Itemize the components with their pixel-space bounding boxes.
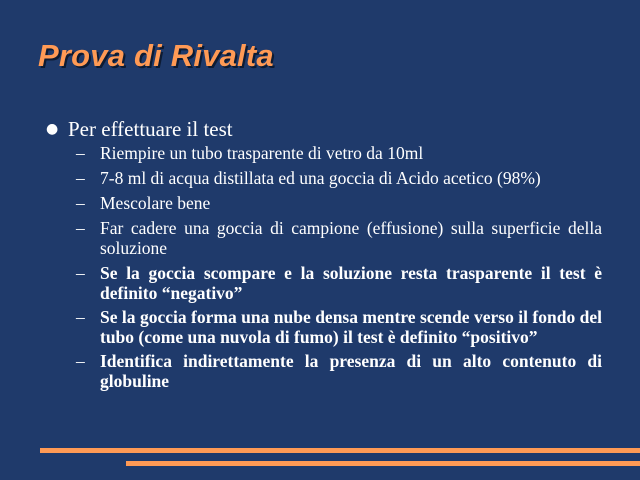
decorative-stripe-upper xyxy=(40,448,640,453)
sub-bullet-text: Se la goccia scompare e la soluzione resta trasparente il test è definito “negativo” xyxy=(100,263,602,303)
dash-icon: – xyxy=(76,307,85,327)
dash-icon: – xyxy=(76,351,85,371)
dash-icon: – xyxy=(76,263,85,283)
dash-icon: – xyxy=(76,218,85,238)
sub-bullet-text: Far cadere una goccia di campione (effusione) sulla superficie della soluzione xyxy=(100,218,602,258)
decorative-stripe-lower xyxy=(126,461,640,466)
sub-bullet-text: Riempire un tubo trasparente di vetro da 10ml xyxy=(100,143,424,163)
dash-icon: – xyxy=(76,143,85,163)
sub-bullet-item-emphasis xyxy=(76,307,602,347)
sub-bullet-item-emphasis xyxy=(76,263,602,303)
dash-icon: – xyxy=(76,168,85,188)
sub-bullet-item xyxy=(76,218,602,258)
sub-bullet-item xyxy=(76,143,602,163)
sub-bullet-list xyxy=(76,143,602,395)
sub-bullet-text: Mescolare bene xyxy=(100,193,211,213)
sub-bullet-text: Identifica indirettamente la presenza di un alto contenuto di globuline xyxy=(100,351,602,391)
dash-icon: – xyxy=(76,193,85,213)
sub-bullet-item xyxy=(76,193,602,213)
bullet-dot-icon: ● xyxy=(46,121,59,137)
slide-title: Prova di Rivalta xyxy=(38,38,274,73)
sub-bullet-item xyxy=(76,168,602,188)
sub-bullet-text: 7-8 ml di acqua distillata ed una goccia di Acido acetico (98%) xyxy=(100,168,541,188)
sub-bullet-text: Se la goccia forma una nube densa mentre scende verso il fondo del tubo (come una nuvola di fumo) il test è definito “positivo” xyxy=(100,307,602,347)
level1-bullet-text: Per effettuare il test xyxy=(68,117,233,141)
sub-bullet-item-emphasis xyxy=(76,351,602,391)
